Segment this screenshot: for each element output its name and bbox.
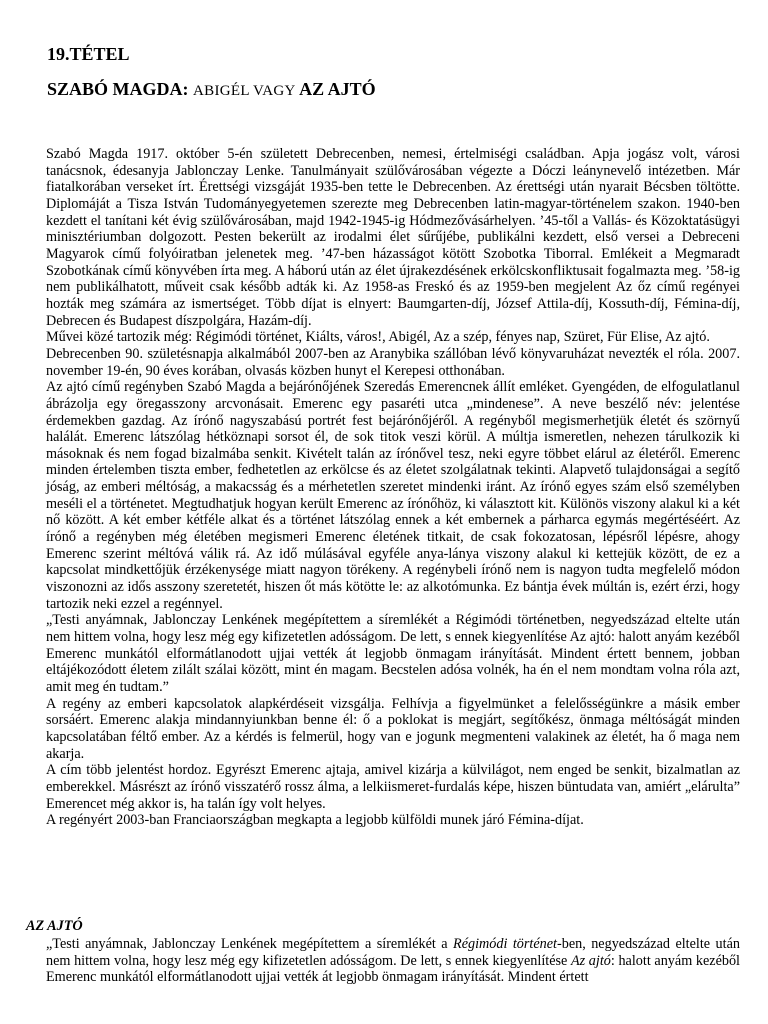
topic-number: 19.TÉTEL [47, 44, 130, 64]
title-part-1: ABIGÉL VAGY [193, 83, 296, 99]
author-name: SZABÓ MAGDA: [47, 79, 189, 99]
paragraph-death: Debrecenben 90. születésnapja alkalmából 2007-ben az Aranybika szállóban lévő könyvaruházat nevezték el róla. 2007. november 19-én, 90 éves korában, olvasás közben hunyt el Kerepesi otthonában. [46, 345, 740, 379]
quote-italic-2: Az ajtó [570, 952, 611, 969]
paragraph-themes: A regény az emberi kapcsolatok alapkérdéseit vizsgálja. Felhívja a figyelmünket a felelősségünkre a másik ember sorsáért. Emerenc alakja mindannyiunkban benne él: ő a poklokat is megjárt, segítőkész, önmaga méltóságát minden kapcsolatában féltő ember. Az a kérdés is felmerül, hogy van e jogunk megmenteni valakinek az életét, ha ő maga nem akarja. [46, 695, 740, 762]
section-quote [46, 936, 740, 986]
paragraph-award: A regényért 2003-ban Franciaországban megkapta a legjobb külföldi munek járó Fémina-díjat. [46, 812, 584, 829]
paragraph-title-meaning: A cím több jelentést hordoz. Egyrészt Emerenc ajtaja, amivel kizárja a külvilágot, nem enged be senkit, bizalmatlan az emberekkel. Másrészt az írónő visszatérő rossz álma, a lelkiismeret-furdalás képe, hiszen büntudata van, amiért „elárulta” Emerencet még akkor is, ha talán így volt helyes. [46, 762, 740, 812]
body-text [46, 146, 740, 829]
quote-part-2: -ben, negyedszázad eltelte után nem hittem volna, hogy lesz még egy kifizetetlen adósságom. De lett, s ennek kiegyenlítése [46, 936, 740, 969]
section-title: AZ AJTÓ [26, 918, 83, 934]
quote-part-3: : halott anyám kezéből Emerenc munkától elformátlanodott ujjai vették át legjobb önmagam irányítását. Mindent értett [46, 952, 740, 986]
quote-part-1: „Testi anyámnak, Jablonczay Lenkének megépítettem a síremlékét a [46, 936, 454, 952]
quote-italic-1: Régimódi történet [453, 936, 557, 952]
paragraph-works: Művei közé tartozik még: Régimódi történet, Kiálts, város!, Abigél, Az a szép, fényes nap, Szüret, Für Elise, Az ajtó. [46, 329, 710, 346]
paragraph-biography: Szabó Magda 1917. október 5-én született Debrecenben, nemesi, értelmiségi családban. Apja jogász volt, városi tanácsnok, édesanyja Jablonczay Lenke. Tanulmányait szülővárosában végezte a Dóczi leánynevelő intézetben. Már fiatalkorában verseket írt. Érettségi vizsgáját 1935-ben tette le Debrecenben. Az érettségi után nyarait Bécsben töltötte. Diplomáját a Tisza István Tudományegyetemen szerezte meg Debrecenben latin-magyar-történelem szakon. 1940-ben kezdett el tanítani két évig szülővárosában, majd 1942-1945-ig Hódmezővásárhelyen. ’45-től a Vallás- és Közoktatásügyi minisztériumban dolgozott. Pesten bekerült az irodalmi élet sűrűjébe, publikálni kezdett, első versei a Debreceni Magyarok című folyóiratban jelenetek meg. ’47-ben házasságot kötött Szobotka Tiborral. Emlékeit a Megmaradt Szobotkának című könyvében írta meg. A háború után az élet újrakezdésének erkölcskonfliktusait fogalmazta meg. ’58-ig nem publikálhatott, műveit csak később adták ki. Az 1958-as Freskó és az 1959-ben megjelent Az őz című regényei hozták meg számára az ismertséget. Több díjat is elnyert: Baumgarten-díj, József Attila-díj, Kossuth-díj, Fémina-díj, Debrecen és Budapest díszpolgára, Hazám-díj. [46, 146, 740, 329]
document-title [47, 79, 376, 100]
paragraph-novel-analysis: Az ajtó című regényben Szabó Magda a bejárónőjének Szeredás Emerencnek állít emléket. Gyengéden, de elfogulatlanul ábrázolja egy öregasszony arcvonásait. Emerenc egy pasaréti utca „mindenese”. A neve beszélő név: jelentése érdemekben gazdag. Az írónő nagyszabású portrét fest bejárónőjéről. A regényből megismerhetjük életét és szörnyű halálát. Emerenc látszólag hétköznapi sorsot él, de sok titok veszi körül. A múltja ismeretlen, nehezen tárulkozik ki másoknak és nem fogad bizalmába senkit. Kivételt talán az írónővel tesz, neki egyre többet elárul az életéről. Emerenc minden értelemben tiszta ember, fedhetetlen az erkölcse és az életet szolgálatnak tekinti. Alapvető tulajdonságai a segítő jóság, az emberi méltóság, a makacsság és a mérhetetlen szeretet mindenki iránt. Az írónő egyes szám első személyben meséli el a történetet. Megtudhatjuk hogyan került Emerenc az írónőhöz, ki választott kit. Különös viszony alakul ki a két nő között. A két ember kétféle alkat és a történet látszólag ennek a két embernek a párharca egymás megértéséért. Az írónő a regényben még életében megismeri Emerenc életének titkait, de csak fokozatosan, lépésről lépésre, ahogy Emerenc szerint méltóvá válik rá. Az idő múlásával egyféle anya-lánya viszony alakul ki kettejük között, de ez a kapcsolat mindkettőjük érzékenysége miatt nagyon törékeny. A regénybeli írónő nem is nagyon tudta megfelelő módon viszonozni az idős asszony szeretetét, hiszen őt más kötötte le: az alkotómunka. Ez bántja évek múltán is, ezért érzi, hogy tartozik neki ezzel a regénnyel. [46, 379, 740, 612]
title-part-2: AZ AJTÓ [299, 79, 376, 99]
paragraph-quote: „Testi anyámnak, Jablonczay Lenkének megépítettem a síremlékét a Régimódi történetben, negyedszázad eltelte után nem hittem volna, hogy lesz még egy kifizetetlen adósságom. De lett, s ennek kiegyenlítése Az ajtó: halott anyám kezéből Emerenc munkától elformátlanodott ujjai vették át legjobb önmagam irányítását. Mindent értett bennem, jobban eltájékozódott életem zilált szálai között, mint én magam. Becstelen adósa volnék, ha én el nem mondtam volna róla azt, amit meg én tudtam.” [46, 612, 740, 695]
